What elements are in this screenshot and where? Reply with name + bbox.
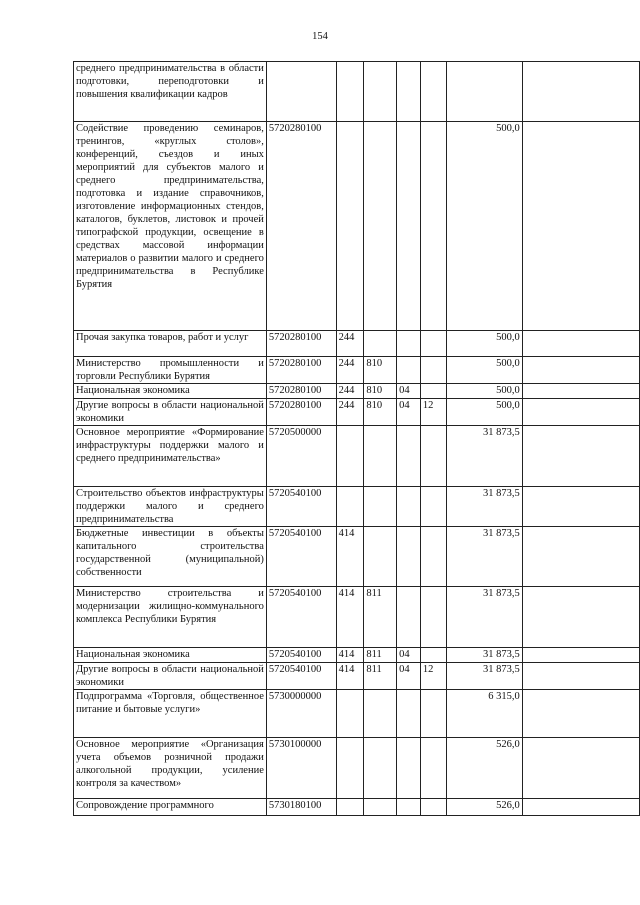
row-extra — [522, 426, 639, 487]
row-expense-type: 244 — [336, 357, 364, 384]
row-subsection-code — [420, 587, 446, 648]
row-target-code: 5720540100 — [266, 648, 336, 663]
row-amount: 500,0 — [446, 399, 522, 426]
row-expense-type — [336, 426, 364, 487]
row-expense-type: 414 — [336, 587, 364, 648]
row-target-code: 5720540100 — [266, 663, 336, 690]
row-section-code: 04 — [397, 399, 421, 426]
table-row — [74, 331, 640, 357]
row-name: Строительство объектов инфраструктуры поддержки малого и среднего предпринимательства — [74, 487, 267, 527]
budget-table — [73, 61, 640, 816]
page-number: 154 — [312, 31, 328, 42]
row-subsection-code — [420, 426, 446, 487]
row-extra — [522, 487, 639, 527]
row-name: Национальная экономика — [74, 384, 267, 399]
row-extra — [522, 527, 639, 587]
row-section-code — [397, 357, 421, 384]
row-ministry-code — [364, 426, 397, 487]
row-subsection-code — [420, 799, 446, 816]
row-section-code: 04 — [397, 384, 421, 399]
row-amount: 500,0 — [446, 122, 522, 331]
row-extra — [522, 357, 639, 384]
row-extra — [522, 690, 639, 738]
row-amount: 31 873,5 — [446, 648, 522, 663]
row-subsection-code — [420, 384, 446, 399]
row-name: Основное мероприятие «Организация учета объемов розничной продажи алкогольной продукции, усиление контроля за качеством» — [74, 738, 267, 799]
row-ministry-code — [364, 738, 397, 799]
row-section-code — [397, 799, 421, 816]
table-row — [74, 648, 640, 663]
table-row — [74, 690, 640, 738]
row-expense-type: 414 — [336, 527, 364, 587]
row-section-code — [397, 487, 421, 527]
row-amount: 500,0 — [446, 357, 522, 384]
row-amount: 31 873,5 — [446, 587, 522, 648]
row-amount: 31 873,5 — [446, 663, 522, 690]
row-amount: 31 873,5 — [446, 487, 522, 527]
row-name: Бюджетные инвестиции в объекты капитального строительства государственной (муниципальной) собственности — [74, 527, 267, 587]
row-expense-type: 244 — [336, 331, 364, 357]
row-target-code: 5720540100 — [266, 487, 336, 527]
row-subsection-code — [420, 487, 446, 527]
row-subsection-code — [420, 357, 446, 384]
row-ministry-code: 810 — [364, 399, 397, 426]
row-ministry-code — [364, 62, 397, 122]
row-ministry-code: 811 — [364, 663, 397, 690]
row-section-code — [397, 738, 421, 799]
row-extra — [522, 663, 639, 690]
row-target-code: 5720280100 — [266, 331, 336, 357]
row-target-code: 5720540100 — [266, 527, 336, 587]
row-subsection-code — [420, 122, 446, 331]
row-ministry-code: 811 — [364, 648, 397, 663]
row-name: Национальная экономика — [74, 648, 267, 663]
table-row — [74, 799, 640, 816]
row-ministry-code: 810 — [364, 384, 397, 399]
row-section-code — [397, 587, 421, 648]
row-target-code: 5720500000 — [266, 426, 336, 487]
row-subsection-code — [420, 62, 446, 122]
row-ministry-code — [364, 527, 397, 587]
row-section-code — [397, 527, 421, 587]
row-section-code — [397, 331, 421, 357]
row-ministry-code: 811 — [364, 587, 397, 648]
row-target-code: 5730100000 — [266, 738, 336, 799]
row-extra — [522, 738, 639, 799]
row-expense-type — [336, 738, 364, 799]
row-ministry-code — [364, 122, 397, 331]
row-amount: 500,0 — [446, 331, 522, 357]
table-row — [74, 426, 640, 487]
row-section-code — [397, 426, 421, 487]
table-row — [74, 587, 640, 648]
row-expense-type — [336, 122, 364, 331]
table-row — [74, 527, 640, 587]
row-subsection-code — [420, 331, 446, 357]
row-section-code — [397, 690, 421, 738]
row-ministry-code — [364, 487, 397, 527]
row-expense-type: 244 — [336, 399, 364, 426]
row-target-code: 5730180100 — [266, 799, 336, 816]
row-name: Другие вопросы в области национальной экономики — [74, 399, 267, 426]
row-name: Основное мероприятие «Формирование инфраструктуры поддержки малого и среднего предпринимательства» — [74, 426, 267, 487]
row-amount: 6 315,0 — [446, 690, 522, 738]
row-extra — [522, 384, 639, 399]
row-amount: 31 873,5 — [446, 426, 522, 487]
row-extra — [522, 587, 639, 648]
table-row — [74, 487, 640, 527]
table-row — [74, 738, 640, 799]
row-subsection-code: 12 — [420, 399, 446, 426]
table-row — [74, 384, 640, 399]
row-expense-type — [336, 799, 364, 816]
row-expense-type — [336, 487, 364, 527]
row-name: среднего предпринимательства в области подготовки, переподготовки и повышения квалификации кадров — [74, 62, 267, 122]
row-target-code: 5720540100 — [266, 587, 336, 648]
row-name: Сопровождение программного — [74, 799, 267, 816]
row-section-code — [397, 122, 421, 331]
row-expense-type — [336, 62, 364, 122]
row-ministry-code — [364, 799, 397, 816]
row-name: Другие вопросы в области национальной экономики — [74, 663, 267, 690]
table-row — [74, 663, 640, 690]
row-extra — [522, 122, 639, 331]
row-name: Подпрограмма «Торговля, общественное питание и бытовые услуги» — [74, 690, 267, 738]
row-name: Прочая закупка товаров, работ и услуг — [74, 331, 267, 357]
row-ministry-code — [364, 331, 397, 357]
row-amount: 500,0 — [446, 384, 522, 399]
table-row — [74, 399, 640, 426]
row-subsection-code — [420, 738, 446, 799]
row-target-code: 5730000000 — [266, 690, 336, 738]
table-row — [74, 357, 640, 384]
row-subsection-code — [420, 527, 446, 587]
row-target-code: 5720280100 — [266, 384, 336, 399]
row-extra — [522, 331, 639, 357]
row-name: Министерство промышленности и торговли Республики Бурятия — [74, 357, 267, 384]
row-section-code: 04 — [397, 648, 421, 663]
row-subsection-code — [420, 690, 446, 738]
row-target-code: 5720280100 — [266, 357, 336, 384]
row-target-code: 5720280100 — [266, 122, 336, 331]
row-target-code — [266, 62, 336, 122]
row-extra — [522, 648, 639, 663]
row-amount: 526,0 — [446, 738, 522, 799]
row-subsection-code: 12 — [420, 663, 446, 690]
row-expense-type: 244 — [336, 384, 364, 399]
row-section-code: 04 — [397, 663, 421, 690]
row-ministry-code: 810 — [364, 357, 397, 384]
row-name: Содействие проведению семинаров, тренингов, «круглых столов», конференций, съездов и иных мероприятий для субъектов малого и среднего предпринимательства, подготовка и издание справочников, изготовление информационных стендов, каталогов, буклетов, листовок и прочей типографской продукции, освещение в средствах массовой информации материалов о развитии малого и среднего предпринимательства в Республике Бурятия — [74, 122, 267, 331]
row-expense-type: 414 — [336, 648, 364, 663]
row-expense-type: 414 — [336, 663, 364, 690]
row-expense-type — [336, 690, 364, 738]
table-row — [74, 122, 640, 331]
table-row — [74, 62, 640, 122]
row-extra — [522, 399, 639, 426]
row-extra — [522, 799, 639, 816]
row-amount — [446, 62, 522, 122]
row-amount: 526,0 — [446, 799, 522, 816]
row-ministry-code — [364, 690, 397, 738]
row-extra — [522, 62, 639, 122]
row-name: Министерство строительства и модернизации жилищно-коммунального комплекса Республики Бурятия — [74, 587, 267, 648]
row-amount: 31 873,5 — [446, 527, 522, 587]
row-section-code — [397, 62, 421, 122]
row-subsection-code — [420, 648, 446, 663]
row-target-code: 5720280100 — [266, 399, 336, 426]
